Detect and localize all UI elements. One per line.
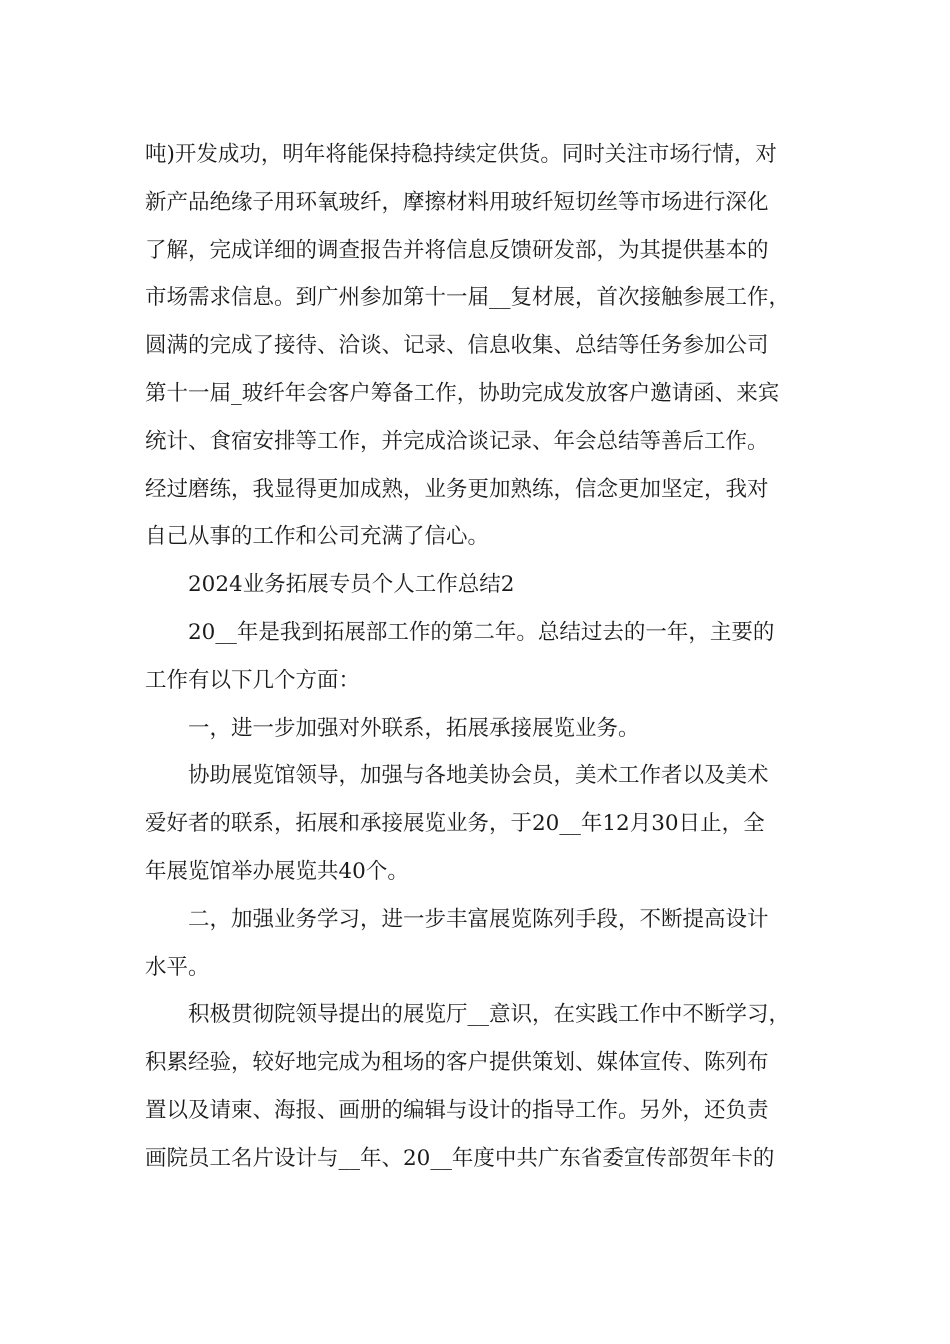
text-line: 经过磨练，我显得更加成熟，业务更加熟练，信念更加坚定，我对	[145, 476, 769, 502]
text-line: 圆满的完成了接待、洽谈、记录、信息收集、总结等任务参加公司	[145, 333, 769, 359]
text-line: 第十一届_玻纤年会客户筹备工作，协助完成发放客户邀请函、来宾	[145, 380, 780, 406]
text-line: 画院员工名片设计与__年、20__年度中共广东省委宣传部贺年卡的	[145, 1145, 775, 1171]
document-body	[145, 131, 810, 1183]
text-line: 工作有以下几个方面：	[145, 667, 361, 693]
subheading: 一，进一步加强对外联系，拓展承接展览业务。	[188, 715, 640, 741]
text-line: 了解，完成详细的调查报告并将信息反馈研发部，为其提供基本的	[145, 237, 769, 263]
text-line: 积累经验，较好地完成为租场的客户提供策划、媒体宣传、陈列布	[145, 1050, 769, 1076]
text-line: 水平。	[145, 954, 210, 980]
text-line: 自己从事的工作和公司充满了信心。	[145, 524, 490, 550]
text-line: 置以及请柬、海报、画册的编辑与设计的指导工作。另外，还负责	[145, 1097, 769, 1123]
text-line: 新产品绝缘子用环氧玻纤，摩擦材料用玻纤短切丝等市场进行深化	[145, 189, 769, 215]
text-line: 协助展览馆领导，加强与各地美协会员，美术工作者以及美术	[188, 763, 769, 789]
text-line: 市场需求信息。到广州参加第十一届__复材展，首次接触参展工作，	[145, 285, 791, 311]
text-line: 吨)开发成功，明年将能保持稳持续定供货。同时关注市场行情，对	[145, 142, 777, 167]
text-line: 年展览馆举办展览共40个。	[145, 858, 409, 884]
subheading: 二，加强业务学习，进一步丰富展览陈列手段，不断提高设计	[188, 906, 769, 932]
text-line: 统计、食宿安排等工作，并完成洽谈记录、年会总结等善后工作。	[145, 428, 769, 454]
text-line: 爱好者的联系，拓展和承接展览业务，于20__年12月30日止，全	[145, 811, 765, 837]
text-line: 积极贯彻院领导提出的展览厅__意识，在实践工作中不断学习，	[188, 1002, 791, 1028]
section-heading: 2024业务拓展专员个人工作总结2	[188, 572, 515, 598]
text-line: 20__年是我到拓展部工作的第二年。总结过去的一年，主要的	[188, 619, 775, 645]
